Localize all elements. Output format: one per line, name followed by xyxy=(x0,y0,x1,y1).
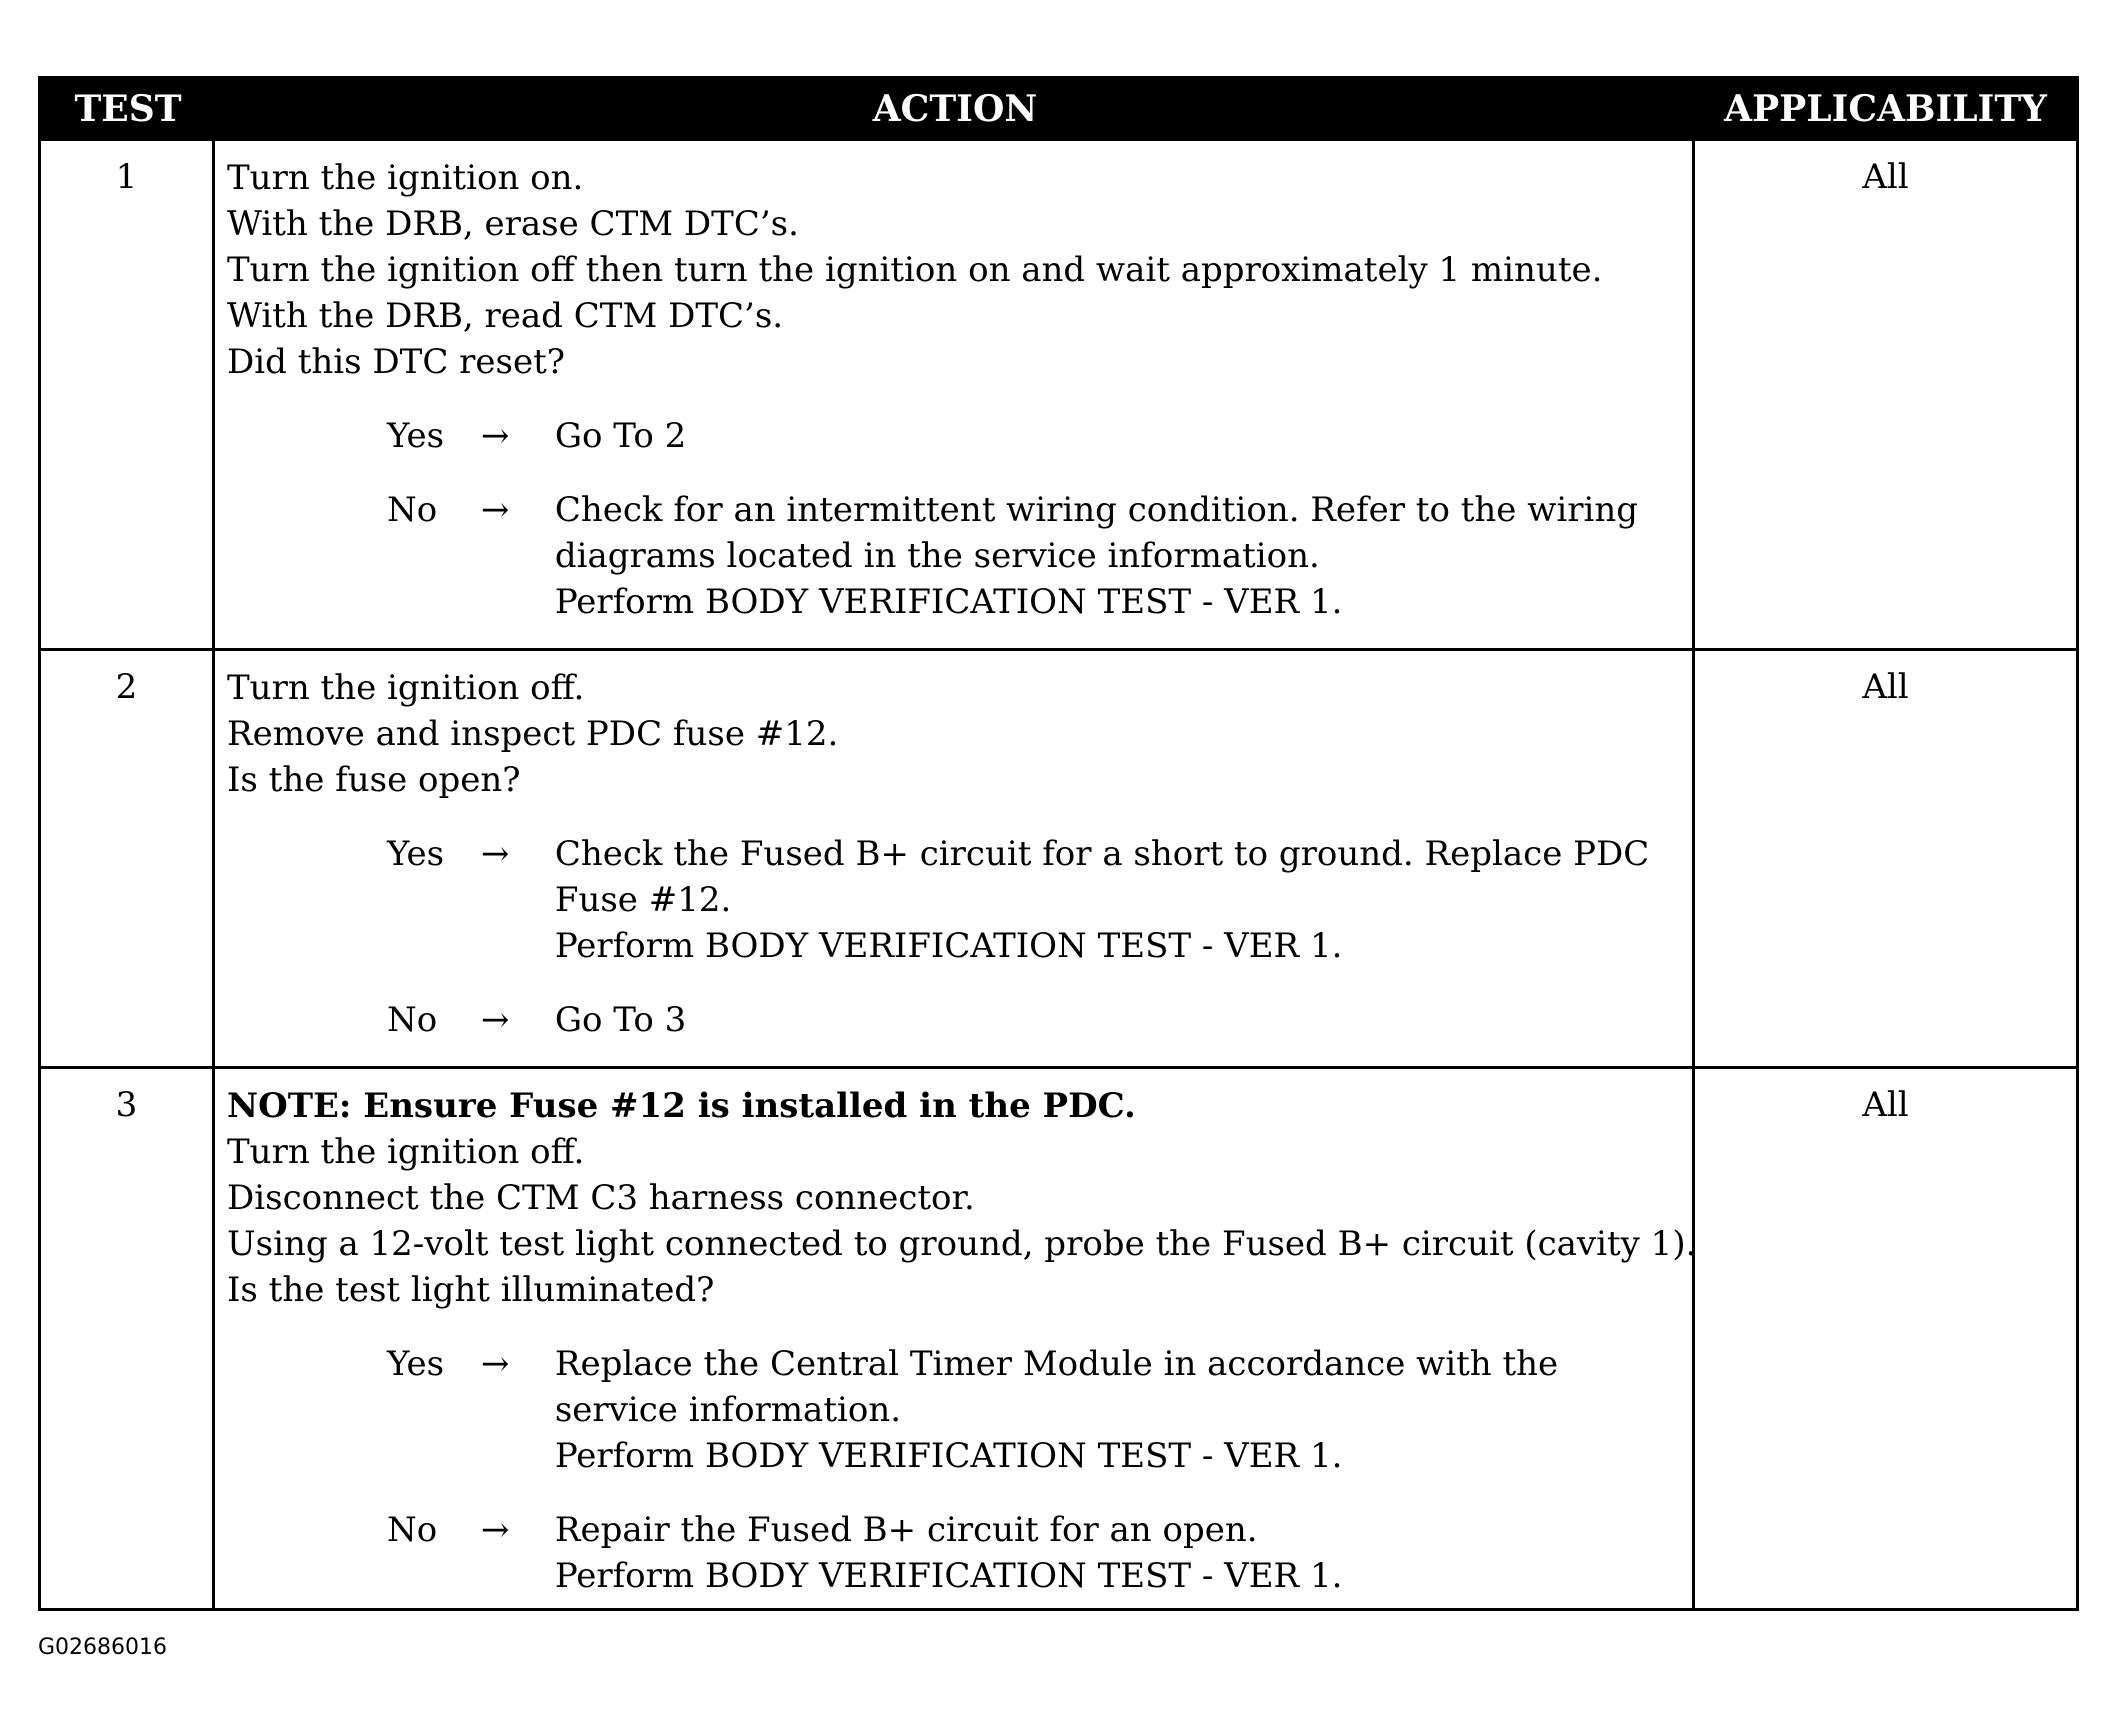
table-row xyxy=(41,1066,2076,1611)
arrow-icon: → xyxy=(480,1510,510,1550)
answer-line: Go To 3 xyxy=(554,1000,687,1040)
answer-result xyxy=(555,1341,1684,1479)
action-line: Remove and inspect PDC fuse #12. xyxy=(227,714,839,754)
answer-result xyxy=(555,997,1684,1043)
answer-result xyxy=(555,413,1684,459)
action-line: With the DRB, erase CTM DTC’s. xyxy=(227,204,799,244)
action-line: Did this DTC reset? xyxy=(227,342,565,382)
note-line: NOTE: Ensure Fuse #12 is installed in the PDC. xyxy=(227,1086,1136,1126)
answer-yes xyxy=(227,1341,1684,1479)
action-line: Disconnect the CTM C3 harness connector. xyxy=(227,1178,975,1218)
answer-label: Yes xyxy=(387,834,445,874)
arrow-icon: → xyxy=(480,1344,510,1384)
action-cell xyxy=(215,651,1695,1066)
table-header xyxy=(41,79,2076,138)
answer-no xyxy=(227,487,1684,625)
answer-line: Replace the Central Timer Module in accordance with the service information. xyxy=(554,1344,1559,1430)
applicability-cell: All xyxy=(1862,157,1909,197)
action-line: Using a 12-volt test light connected to ground, probe the Fused B+ circuit (cavity 1). xyxy=(227,1224,1697,1264)
applicability-cell: All xyxy=(1862,1085,1909,1125)
arrow-icon: → xyxy=(480,490,510,530)
answer-result xyxy=(555,831,1684,969)
action-line: Turn the ignition off. xyxy=(227,1132,585,1172)
test-number: 3 xyxy=(41,1069,215,1611)
answer-no xyxy=(227,1507,1684,1599)
action-line: Turn the ignition off then turn the ignition on and wait approximately 1 minute. xyxy=(227,250,1603,290)
action-line: Is the test light illuminated? xyxy=(227,1270,715,1310)
action-line: With the DRB, read CTM DTC’s. xyxy=(227,296,784,336)
answer-label: Yes xyxy=(387,416,445,456)
answer-label: No xyxy=(387,1510,438,1550)
answer-line: Perform BODY VERIFICATION TEST - VER 1. xyxy=(554,1436,1343,1476)
header-applicability: APPLICABILITY xyxy=(1724,87,2047,130)
arrow-icon: → xyxy=(480,834,510,874)
answer-label: No xyxy=(387,1000,438,1040)
action-cell xyxy=(215,141,1695,648)
answer-line: Repair the Fused B+ circuit for an open. xyxy=(554,1510,1258,1550)
test-number: 1 xyxy=(41,141,215,648)
answer-no xyxy=(227,997,1684,1043)
action-line: Turn the ignition off. xyxy=(227,668,585,708)
answer-result xyxy=(555,487,1684,625)
answer-line: Perform BODY VERIFICATION TEST - VER 1. xyxy=(554,582,1343,622)
answer-result xyxy=(555,1507,1684,1599)
diagnostic-table xyxy=(38,76,2079,1611)
arrow-icon: → xyxy=(480,416,510,456)
answer-line: Perform BODY VERIFICATION TEST - VER 1. xyxy=(554,926,1343,966)
table-row xyxy=(41,648,2076,1066)
answer-line: Check the Fused B+ circuit for a short to ground. Replace PDC Fuse #12. xyxy=(554,834,1650,920)
header-test: TEST xyxy=(74,87,182,130)
header-action: ACTION xyxy=(872,87,1038,130)
action-cell xyxy=(215,1069,1695,1611)
answer-line: Go To 2 xyxy=(554,416,687,456)
action-line: Is the fuse open? xyxy=(227,760,521,800)
test-number: 2 xyxy=(41,651,215,1066)
answer-yes xyxy=(227,413,1684,459)
answer-label: Yes xyxy=(387,1344,445,1384)
arrow-icon: → xyxy=(480,1000,510,1040)
answer-line: Check for an intermittent wiring condition. Refer to the wiring diagrams located in the service information. xyxy=(554,490,1638,576)
answer-label: No xyxy=(387,490,438,530)
answer-yes xyxy=(227,831,1684,969)
figure-id: G02686016 xyxy=(38,1635,168,1660)
action-line: Turn the ignition on. xyxy=(227,158,584,198)
table-row xyxy=(41,138,2076,648)
answer-line: Perform BODY VERIFICATION TEST - VER 1. xyxy=(554,1556,1343,1596)
applicability-cell: All xyxy=(1862,667,1909,707)
